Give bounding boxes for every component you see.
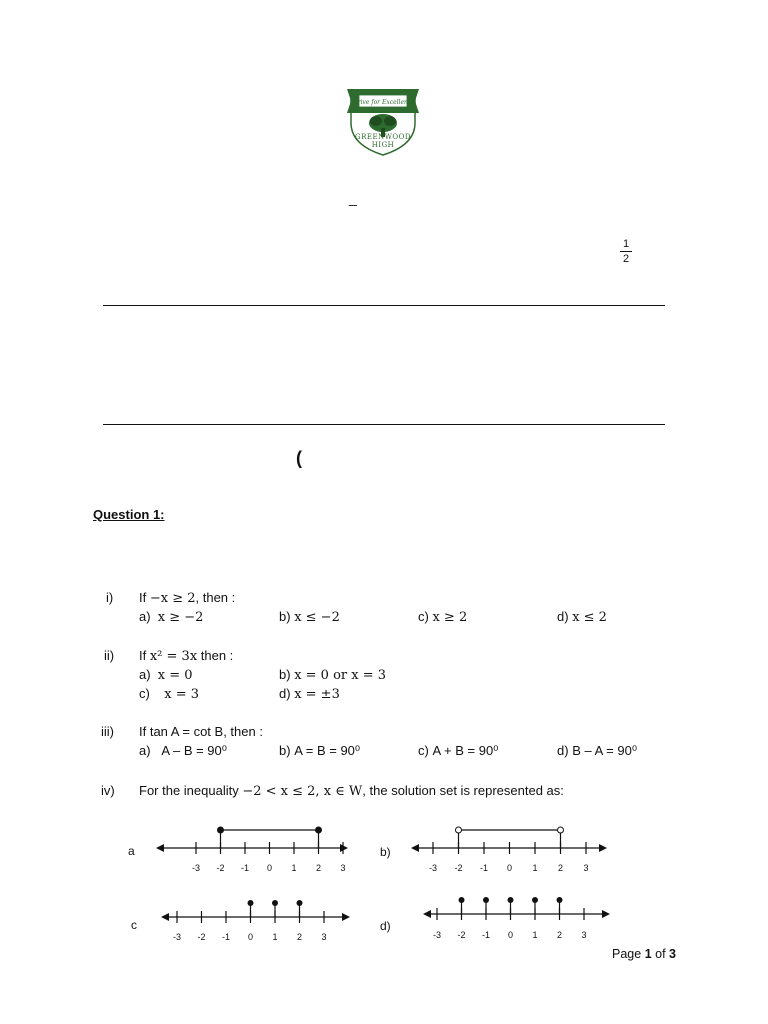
option-label: b) — [279, 667, 291, 682]
fraction-bar — [620, 251, 632, 252]
option-label: c) — [139, 686, 150, 701]
option-math: x ≥ 2 — [432, 610, 468, 625]
footer-page-total: 3 — [669, 947, 676, 961]
arrow-left-icon — [411, 844, 419, 852]
arrow-left-icon — [156, 844, 164, 852]
tick-label: -2 — [197, 932, 206, 942]
option-math: x ≤ 2 — [572, 610, 607, 625]
option-math: x = 0 or x = 3 — [294, 668, 387, 683]
footer-page-number: 1 — [644, 947, 652, 961]
tick-label: 3 — [581, 930, 587, 940]
numberline-label-d: d) — [380, 919, 391, 933]
option-label: b) — [279, 743, 291, 758]
tick-label: -1 — [221, 932, 231, 942]
option-d — [279, 686, 340, 702]
solution-point — [459, 897, 465, 903]
option-math: x = 3 — [164, 687, 200, 702]
tick-label: 2 — [557, 863, 564, 873]
solution-point — [272, 900, 278, 906]
stem-math: x² = 3x — [149, 649, 198, 664]
stem-text: then : — [197, 648, 234, 663]
option-c — [139, 686, 199, 702]
page-footer — [612, 947, 676, 961]
arrow-right-icon — [602, 910, 610, 918]
numberline-label-c: c — [131, 918, 137, 932]
option-text: A = B = 90⁰ — [294, 743, 361, 758]
tick-label: -3 — [432, 930, 442, 940]
stem-text: If — [139, 590, 150, 605]
option-label: d) — [557, 743, 569, 758]
tick-label: 3 — [321, 932, 327, 942]
header-paren: ( — [296, 448, 302, 468]
tick-label: 0 — [506, 863, 513, 873]
option-label: a) — [139, 743, 151, 758]
question-1-number: i) — [106, 590, 114, 605]
question-4-number: iv) — [101, 783, 115, 798]
tick-label: 3 — [583, 863, 589, 873]
tick-label: 0 — [266, 863, 273, 873]
option-label: b) — [279, 609, 291, 624]
open-endpoint — [558, 827, 564, 833]
school-logo — [345, 83, 421, 159]
tick-label: 2 — [296, 932, 303, 942]
option-d — [557, 609, 607, 625]
footer-page-word: Page — [612, 947, 642, 961]
tick-label: -3 — [191, 863, 201, 873]
stem-math: −2 < x ≤ 2, x ∈ W — [242, 784, 363, 799]
question-2-number: ii) — [104, 648, 115, 663]
logo-motto: Strive for Excellence — [351, 99, 415, 106]
option-text: A + B = 90⁰ — [432, 743, 499, 758]
tick-label: 1 — [272, 932, 278, 942]
question-3-number: iii) — [101, 724, 114, 739]
question-title: Question 1: — [93, 507, 165, 522]
stem-text: For the inequality — [139, 783, 243, 798]
option-math: x ≥ −2 — [157, 610, 204, 625]
option-label: a) — [139, 609, 151, 624]
option-a — [139, 667, 193, 683]
option-a — [139, 743, 227, 759]
footer-of-word: of — [655, 947, 666, 961]
stem-text: , the solution set is represented as: — [362, 783, 564, 798]
tick-label: -1 — [240, 863, 250, 873]
tick-label: -1 — [481, 930, 491, 940]
option-label: c) — [418, 609, 429, 624]
tick-label: -2 — [457, 930, 466, 940]
solution-point — [297, 900, 303, 906]
question-2-stem — [139, 648, 233, 664]
numberline-b — [405, 820, 615, 880]
header-dash: _ — [349, 190, 357, 206]
arrow-left-icon — [161, 913, 169, 921]
header-fraction — [619, 238, 633, 265]
arrow-right-icon — [342, 913, 350, 921]
option-b — [279, 667, 386, 683]
question-3-stem: If tan A = cot B, then : — [139, 724, 263, 739]
open-endpoint — [456, 827, 462, 833]
logo-text: GREENWOOD HIGH — [355, 133, 411, 149]
arrow-left-icon — [423, 910, 431, 918]
option-a — [139, 609, 203, 625]
stem-text: , then : — [195, 590, 236, 605]
tick-label: 2 — [315, 863, 322, 873]
option-c — [418, 609, 467, 625]
tick-label: 0 — [247, 932, 254, 942]
option-d — [557, 743, 637, 759]
option-b — [279, 743, 360, 759]
solution-point — [557, 897, 563, 903]
tick-label: 1 — [532, 863, 538, 873]
question-4-stem — [139, 783, 564, 799]
option-label: d) — [557, 609, 569, 624]
numberline-label-a: a — [128, 844, 135, 858]
separator-line-bottom — [103, 424, 665, 425]
option-text: A – B = 90⁰ — [161, 743, 227, 758]
tick-label: 2 — [556, 930, 563, 940]
tick-label: -3 — [172, 932, 182, 942]
option-c — [418, 743, 498, 759]
option-text: B – A = 90⁰ — [572, 743, 638, 758]
solution-point — [508, 897, 514, 903]
tick-label: -1 — [479, 863, 489, 873]
fraction-numerator: 1 — [622, 238, 630, 250]
option-math: x ≤ −2 — [294, 610, 340, 625]
numberline-label-b: b) — [380, 845, 391, 859]
option-math: x = ±3 — [294, 687, 340, 702]
arrow-right-icon — [340, 844, 348, 852]
tick-label: 1 — [291, 863, 297, 873]
stem-text: If — [139, 648, 150, 663]
numberline-c — [155, 893, 355, 948]
option-label: c) — [418, 743, 429, 758]
stem-math: −x ≥ 2 — [149, 591, 196, 606]
separator-line-top — [103, 305, 665, 306]
tick-label: 1 — [532, 930, 538, 940]
solution-point — [532, 897, 538, 903]
closed-endpoint — [218, 827, 224, 833]
option-b — [279, 609, 340, 625]
tick-label: -2 — [454, 863, 463, 873]
arrow-right-icon — [599, 844, 607, 852]
tick-label: 0 — [507, 930, 514, 940]
option-label: d) — [279, 686, 291, 701]
numberline-a — [150, 820, 355, 880]
solution-point — [248, 900, 254, 906]
fraction-denominator: 2 — [622, 253, 630, 265]
option-label: a) — [139, 667, 151, 682]
solution-point — [483, 897, 489, 903]
closed-endpoint — [316, 827, 322, 833]
numberline-d — [415, 888, 615, 943]
tick-label: 3 — [340, 863, 346, 873]
option-math: x = 0 — [157, 668, 193, 683]
tick-label: -3 — [428, 863, 438, 873]
question-1-stem — [139, 590, 235, 606]
tick-label: -2 — [216, 863, 225, 873]
